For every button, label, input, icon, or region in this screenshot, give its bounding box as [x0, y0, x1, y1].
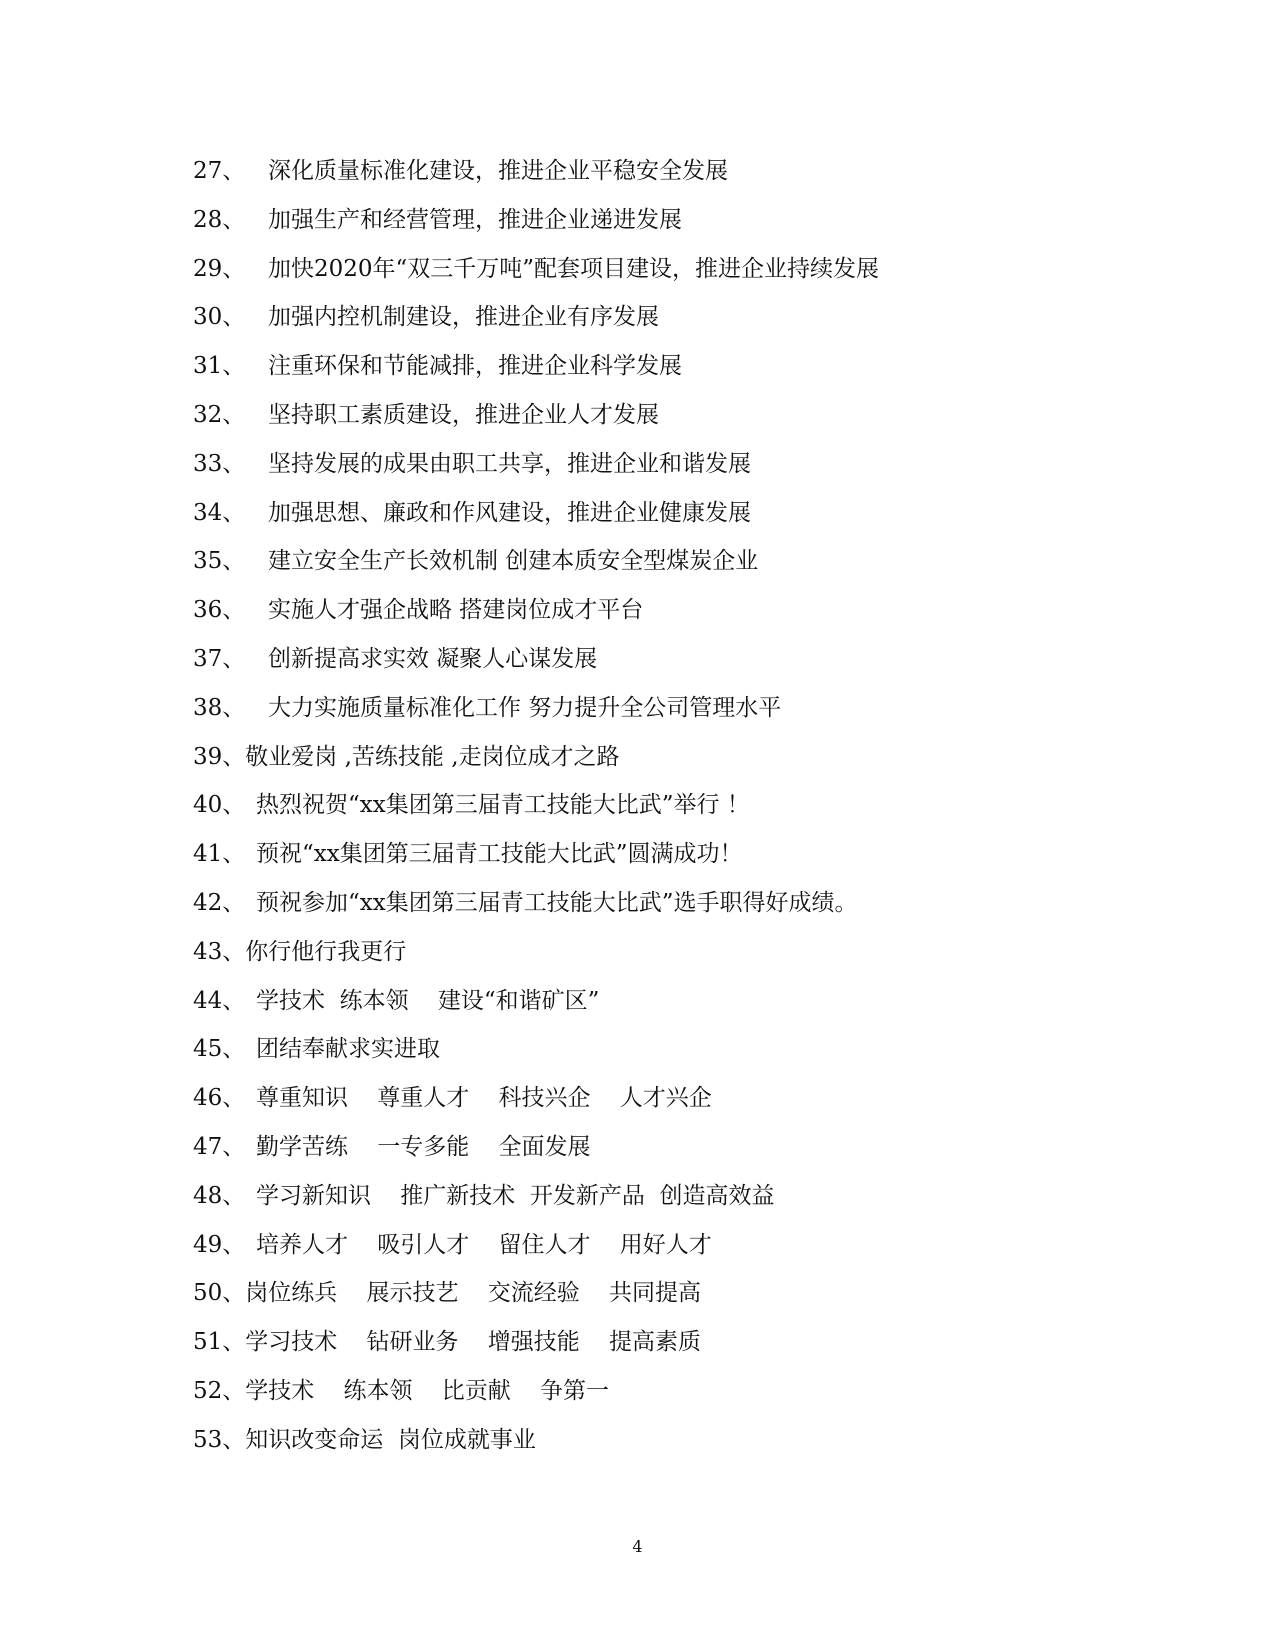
item-text: 预祝参加“xx集团第三届青工技能大比武”选手职得好成绩。	[256, 889, 858, 916]
item-text: 知识改变命运 岗位成就事业	[245, 1426, 536, 1453]
slogan-list	[193, 153, 1193, 1471]
item-text: 敬业爱岗 ,苦练技能 ,走岗位成才之路	[245, 743, 620, 770]
item-number: 47、	[193, 1133, 246, 1160]
item-number: 51、	[193, 1329, 246, 1356]
item-text: 学技术 练本领 建设“和谐矿区”	[256, 987, 600, 1014]
item-text: 深化质量标准化建设，推进企业平稳安全发展	[268, 158, 728, 184]
list-item	[193, 348, 1193, 397]
item-number: 37、	[193, 645, 246, 672]
list-item	[193, 934, 1193, 983]
item-number: 36、	[193, 597, 246, 624]
list-item	[193, 1178, 1193, 1227]
item-number: 44、	[193, 987, 246, 1014]
item-number: 53、	[193, 1426, 246, 1453]
item-number: 40、	[193, 792, 246, 819]
item-number: 35、	[193, 548, 246, 575]
item-text: 加强思想、廉政和作风建设，推进企业健康发展	[268, 499, 751, 526]
list-item	[193, 739, 1193, 788]
list-item	[193, 641, 1193, 690]
item-text: 团结奉献求实进取	[256, 1036, 440, 1063]
list-item	[193, 1031, 1193, 1080]
item-number: 33、	[193, 450, 246, 477]
list-item	[193, 495, 1193, 544]
item-number: 46、	[193, 1085, 246, 1112]
list-item	[193, 1373, 1193, 1422]
item-number: 43、	[193, 938, 246, 965]
item-number: 52、	[193, 1377, 246, 1404]
item-number: 30、	[193, 304, 246, 331]
list-item	[193, 983, 1193, 1032]
item-number: 49、	[193, 1231, 246, 1258]
page-number: 4	[632, 1537, 643, 1556]
item-text: 学技术 练本领 比贡献 争第一	[245, 1377, 610, 1404]
item-number: 48、	[193, 1182, 246, 1209]
list-item	[193, 202, 1193, 251]
item-number: 42、	[193, 889, 246, 916]
list-item	[193, 543, 1193, 592]
item-text: 你行他行我更行	[245, 938, 407, 965]
item-text: 勤学苦练 一专多能 全面发展	[256, 1133, 591, 1160]
list-item	[193, 299, 1193, 348]
item-text: 坚持职工素质建设，推进企业人才发展	[268, 401, 659, 428]
item-text: 热烈祝贺“xx集团第三届青工技能大比武”举行 ！	[256, 792, 750, 819]
list-item	[193, 592, 1193, 641]
list-item	[193, 885, 1193, 934]
item-text: 创新提高求实效 凝聚人心谋发展	[268, 645, 598, 672]
item-text: 加快2020年“双三千万吨”配套项目建设，推进企业持续发展	[268, 255, 880, 282]
item-number: 45、	[193, 1036, 246, 1063]
list-item	[193, 787, 1193, 836]
list-item	[193, 1422, 1193, 1471]
list-item	[193, 397, 1193, 446]
item-number: 34、	[193, 499, 246, 526]
list-item	[193, 1227, 1193, 1276]
item-number: 38、	[193, 694, 246, 721]
list-item	[193, 1080, 1193, 1129]
item-text: 学习技术 钻研业务 增强技能 提高素质	[245, 1329, 702, 1356]
list-item	[193, 836, 1193, 885]
item-number: 31、	[193, 353, 246, 380]
item-text: 加强内控机制建设，推进企业有序发展	[268, 304, 659, 331]
item-text: 坚持发展的成果由职工共享，推进企业和谐发展	[268, 450, 751, 477]
item-number: 28、	[193, 206, 246, 233]
item-text: 建立安全生产长效机制 创建本质安全型煤炭企业	[268, 548, 759, 575]
item-number: 39、	[193, 743, 246, 770]
item-number: 50、	[193, 1280, 246, 1307]
item-text: 大力实施质量标准化工作 努力提升全公司管理水平	[268, 694, 782, 721]
item-text: 实施人才强企战略 搭建岗位成才平台	[268, 597, 644, 624]
item-number: 29、	[193, 255, 246, 282]
list-item	[193, 1324, 1193, 1373]
list-item	[193, 1275, 1193, 1324]
item-text: 学习新知识 推广新技术 开发新产品 创造高效益	[256, 1182, 775, 1209]
list-item	[193, 1129, 1193, 1178]
item-text: 培养人才 吸引人才 留住人才 用好人才	[256, 1231, 712, 1258]
item-text: 加强生产和经营管理，推进企业递进发展	[268, 206, 682, 233]
item-text: 预祝“xx集团第三届青工技能大比武”圆满成功！	[256, 841, 743, 868]
item-text: 岗位练兵 展示技艺 交流经验 共同提高	[245, 1280, 702, 1307]
item-number: 27、	[193, 158, 246, 184]
item-text: 尊重知识 尊重人才 科技兴企 人才兴企	[256, 1085, 712, 1112]
item-number: 32、	[193, 401, 246, 428]
item-text: 注重环保和节能减排，推进企业科学发展	[268, 353, 682, 380]
item-number: 41、	[193, 841, 246, 868]
list-item	[193, 251, 1193, 300]
list-item	[193, 690, 1193, 739]
list-item	[193, 153, 1193, 202]
list-item	[193, 446, 1193, 495]
